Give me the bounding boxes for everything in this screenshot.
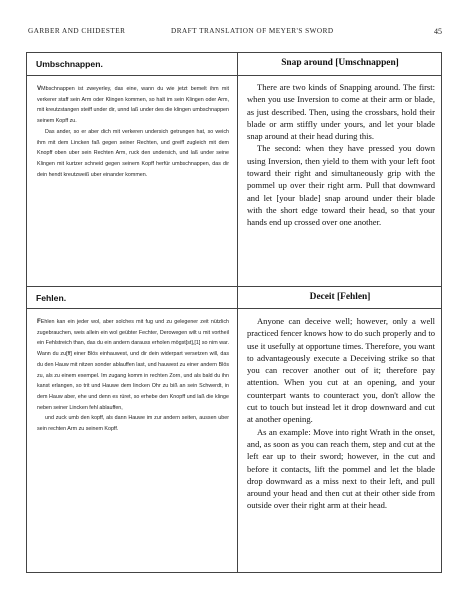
- german-paragraph: VMbschnappen ist zweyerley, das eine, wann du wie jetzt bemelt ihm mit verkerer staff sein Arm oder Klingen kommen, so halt im sein Klingen oder Arm, mit kreutzstangen steiff under dir, unnd laß under des die klingen umbschnappen seinem Kopff zu.: [37, 85, 229, 125]
- page-number: 45: [434, 27, 442, 36]
- header-authors: GARBER AND CHIDESTER: [28, 27, 126, 35]
- english-paragraph: The second: when they have pressed you down using Inversion, then yield to them with your left foot toward their right and simultaneously grip with the pommel up over their right arm. Pull that downward and let [your blade] snap around under their blade with the short edge toward their head, so that your hands end up crossed over one another.: [247, 143, 435, 228]
- german-heading: Umbschnappen.: [36, 59, 103, 69]
- english-text: [247, 315, 435, 512]
- column-divider: [237, 53, 238, 572]
- german-paragraph: Das ander, so er aber dich mit verkeren undersich getrungen hat, so weich ihm mit dem Lincken faß gegen seiner Rechten, und greiff zugleich mit dem Knopff oben uber sein Rechten Arm, ruck den undersich, und laß under seine Klingen mit kurtzer schneid gegen seinem Kopff herfür umbschnappen, das dir dein hendt kreutzweiß uber einander kommen.: [37, 128, 229, 178]
- english-text: [247, 81, 435, 229]
- english-paragraph: As an example: Move into right Wrath in the onset, and, as soon as you can reach them, step and cut at the left ear up to their sword; however, in the cut and before it contacts, lift the pommel and let the blade drop downward as a miss next to their left, and pull around your head and then cut at their other side from outside over their right arm at their head.: [247, 426, 435, 511]
- row-divider: [27, 308, 441, 309]
- row-divider: [27, 75, 441, 76]
- row-divider: [27, 286, 441, 287]
- german-paragraph: und zuck umb den kopff, als dann Hauwe im zur andern seiten, aussen uber sein rechten Arm zu seinem Kopff.: [37, 415, 229, 433]
- english-heading: Deceit [Fehlen]: [309, 292, 371, 302]
- german-text: [37, 84, 229, 180]
- running-head: [28, 27, 442, 39]
- german-heading: Fehlen.: [36, 293, 67, 303]
- header-title: DRAFT TRANSLATION OF MEYER'S SWORD: [171, 27, 334, 35]
- english-heading: Snap around [Umschnappen]: [281, 58, 399, 68]
- german-text: [37, 317, 229, 435]
- german-paragraph: FEhlen kan ein jeder wol, aber solches mit fug und zu gelegener zeit nützlich zugebrauchen, weis allein ein wol geübter Fechter, Derowegen wilt u mit vortheil ein Fehlstreich than, das du ein andern darauss erholen mögst[st],[1] so nim war. Wann du zu[ff] einer Blös einhauwest, und dir dein widerpart versetzen will, das du den Hauw mit nitzen sonder ablauffen last, und hauwest zu einer andern Blös zu, als zu einem exempel. Im zugang komm in rechten Zorn, und als bald du ihn kanst erlangen, so trit und Hauwe dem lincken Ohr zu biß an sein Schwerdt, in dem Hauw aber, ehe und denn es rüret, so erhebe den Knopff und laß die klinge neben seiner Lincken fehl ablauffen,: [37, 318, 229, 411]
- translation-table: [26, 52, 442, 573]
- english-paragraph: There are two kinds of Snapping around. The first: when you use Inversion to come at their arm or blade, as just described. Then, using the crossbars, hold their blade or arm stiffly under yours, and let your blade snap around at their head during this.: [247, 82, 435, 142]
- english-paragraph: Anyone can deceive well; however, only a well practiced fencer knows how to do such properly and to use it usefully at opportune times. Therefore, you want to advantageously execute a Deceiving strike so that you can recover another out of it; therefore pay attention. When you cut at an opening, and your counterpart wants to counteract you, don't allow the cut to touch but instead let it drop downward and cut at another opening.: [247, 316, 435, 425]
